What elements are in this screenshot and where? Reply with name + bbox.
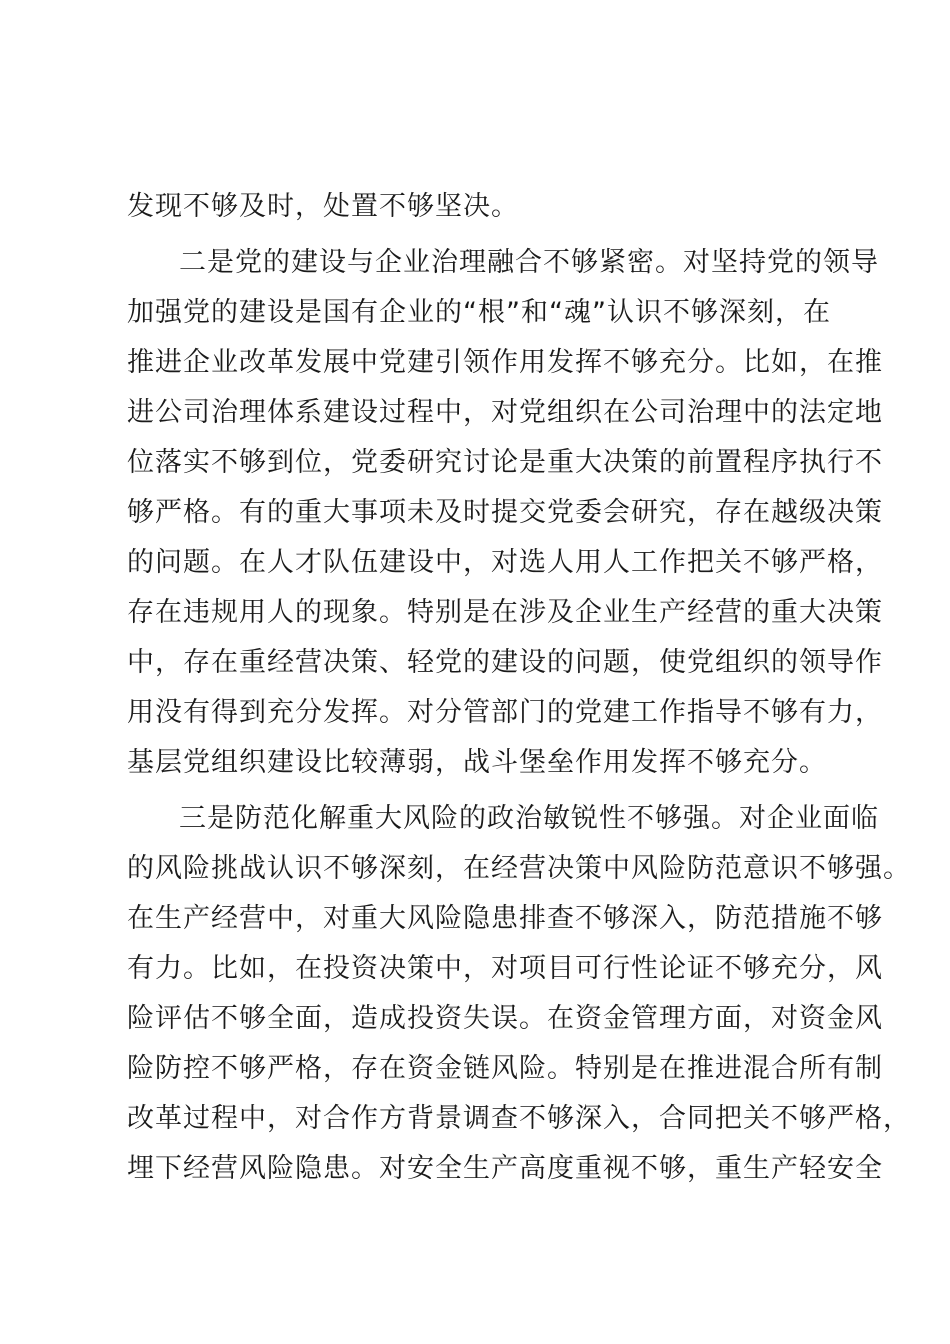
paragraph-3-line-7: 改革过程中，对合作方背景调查不够深入，合同把关不够严格，: [127, 1103, 911, 1134]
paragraph-3-line-3: 在生产经营中，对重大风险隐患排查不够深入，防范措施不够: [127, 903, 883, 934]
paragraph-2-line-8: 存在违规用人的现象。特别是在涉及企业生产经营的重大决策: [127, 597, 883, 628]
paragraph-2-line-2: 加强党的建设是国有企业的“根”和“魂”认识不够深刻，在: [127, 297, 831, 328]
paragraph-2-line-7: 的问题。在人才队伍建设中，对选人用人工作把关不够严格，: [127, 547, 883, 578]
paragraph-3-line-5: 险评估不够全面，造成投资失误。在资金管理方面，对资金风: [127, 1003, 883, 1034]
paragraph-1-line-1: 发现不够及时，处置不够坚决。: [127, 191, 519, 222]
body-text: [127, 182, 911, 1194]
paragraph-2-line-3: 推进企业改革发展中党建引领作用发挥不够充分。比如，在推: [127, 347, 883, 378]
paragraph-2-line-9: 中，存在重经营决策、轻党的建设的问题，使党组织的领导作: [127, 647, 883, 678]
paragraph-2-line-4: 进公司治理体系建设过程中，对党组织在公司治理中的法定地: [127, 397, 883, 428]
paragraph-2-line-11: 基层党组织建设比较薄弱，战斗堡垒作用发挥不够充分。: [127, 747, 827, 778]
paragraph-3-line-8: 埋下经营风险隐患。对安全生产高度重视不够，重生产轻安全: [127, 1153, 883, 1184]
paragraph-2-line-10: 用没有得到充分发挥。对分管部门的党建工作指导不够有力，: [127, 697, 883, 728]
paragraph-3-line-1: 三是防范化解重大风险的政治敏锐性不够强。对企业面临: [179, 803, 879, 834]
paragraph-3-line-6: 险防控不够严格，存在资金链风险。特别是在推进混合所有制: [127, 1053, 883, 1084]
paragraph-2-line-1: 二是党的建设与企业治理融合不够紧密。对坚持党的领导: [179, 247, 879, 278]
paragraph-3-line-2: 的风险挑战认识不够深刻，在经营决策中风险防范意识不够强。: [127, 853, 911, 884]
paragraph-3-line-4: 有力。比如，在投资决策中，对项目可行性论证不够充分，风: [127, 953, 883, 984]
paragraph-2-line-6: 够严格。有的重大事项未及时提交党委会研究，存在越级决策: [127, 497, 883, 528]
paragraph-2-line-5: 位落实不够到位，党委研究讨论是重大决策的前置程序执行不: [127, 447, 883, 478]
